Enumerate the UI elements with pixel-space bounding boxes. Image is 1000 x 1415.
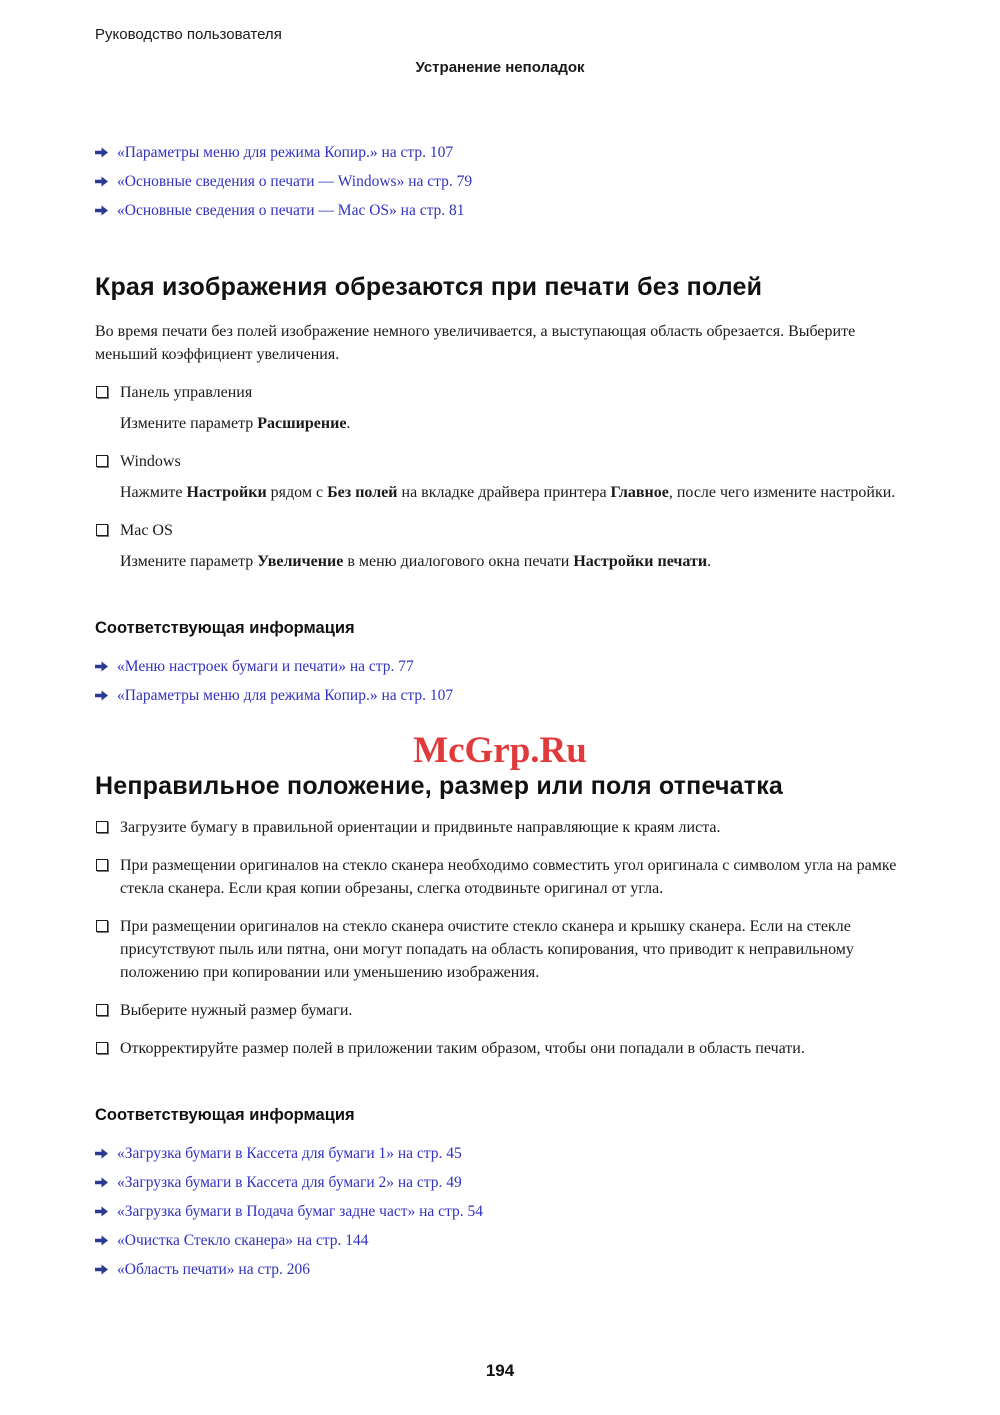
bullet-text: Измените параметр Увеличение в меню диалогового окна печати Настройки печати. [120,553,712,570]
bullet-text: Нажмите Настройки рядом с Без полей на вкладке драйвера принтера Главное, после чего измените настройки. [120,484,896,501]
arrow-right-icon [95,205,108,216]
bullet-text: При размещении оригиналов на стекло сканера очистите стекло сканера и крышку сканера. Если на стекле присутствуют пыль или пятна, они могут попадать на область копирования, что приводит к неправильному положению при копировании или уменьшению изображения. [120,918,854,981]
link-row [95,196,905,225]
bullet-item [95,999,905,1022]
section-title: Неправильное положение, размер или поля отпечатка [95,772,784,800]
related-links [95,1139,905,1284]
cross-reference-link[interactable]: «Параметры меню для режима Копир.» на стр. 107 [117,143,454,161]
arrow-right-icon [95,1264,108,1275]
link-row [95,167,905,196]
bullet-item [95,915,905,984]
link-row [95,1197,905,1226]
bullet-square-icon [96,386,108,398]
cross-reference-link[interactable]: «Загрузка бумаги в Подача бумаг задне част» на стр. 54 [117,1202,483,1220]
arrow-right-icon [95,1235,108,1246]
bullet-text: Измените параметр Расширение. [120,415,351,432]
cross-reference-link[interactable]: «Основные сведения о печати — Mac OS» на стр. 81 [117,201,465,219]
header-chapter-title: Устранение неполадок [415,59,585,76]
bullet-text: При размещении оригиналов на стекло сканера необходимо совместить угол оригинала с символом угла на рамке стекла сканера. Если края копии обрезаны, слегка отодвиньте оригинал от угла. [120,857,897,897]
link-row [95,1255,905,1284]
arrow-right-icon [95,1206,108,1217]
bullet-item [95,519,905,573]
cross-reference-link[interactable]: «Очистка Стекло сканера» на стр. 144 [117,1231,369,1249]
arrow-right-icon [95,1177,108,1188]
section-title: Края изображения обрезаются при печати без полей [95,273,763,301]
cross-reference-link[interactable]: «Параметры меню для режима Копир.» на стр. 107 [117,686,454,704]
bullet-square-icon [96,821,108,833]
bullet-square-icon [96,455,108,467]
link-row [95,1226,905,1255]
bullet-label: Панель управления [120,384,253,401]
cross-reference-link[interactable]: «Загрузка бумаги в Кассета для бумаги 1» на стр. 45 [117,1144,462,1162]
arrow-right-icon [95,661,108,672]
bullet-label: Windows [120,453,181,470]
cross-reference-link[interactable]: «Загрузка бумаги в Кассета для бумаги 2» на стр. 49 [117,1173,462,1191]
bullet-item [95,854,905,900]
arrow-right-icon [95,176,108,187]
section-intro: Во время печати без полей изображение немного увеличивается, а выступающая область обрезается. Выберите меньший коэффициент увеличения. [95,323,856,363]
arrow-right-icon [95,1148,108,1159]
link-row [95,681,905,710]
bullet-square-icon [96,859,108,871]
bullet-text: Выберите нужный размер бумаги. [120,1002,353,1019]
bullet-list [95,816,905,1060]
link-row [95,1168,905,1197]
watermark: McGrp.Ru [413,730,587,771]
bullet-label: Mac OS [120,522,173,539]
bullet-item [95,450,905,504]
related-info-heading: Соответствующая информация [95,619,355,637]
top-links [95,138,905,225]
link-row [95,1139,905,1168]
cross-reference-link[interactable]: «Меню настроек бумаги и печати» на стр. 77 [117,657,414,675]
bullet-text: Откорректируйте размер полей в приложении таким образом, чтобы они попадали в область печати. [120,1040,805,1057]
page-number: 194 [485,1361,515,1380]
related-links [95,652,905,710]
bullet-item [95,381,905,435]
link-row [95,138,905,167]
bullet-square-icon [96,524,108,536]
link-row [95,652,905,681]
bullet-square-icon [96,920,108,932]
bullet-list [95,381,905,573]
bullet-text: Загрузите бумагу в правильной ориентации и придвиньте направляющие к краям листа. [120,819,721,836]
related-info-heading: Соответствующая информация [95,1106,355,1124]
bullet-item [95,1037,905,1060]
cross-reference-link[interactable]: «Область печати» на стр. 206 [117,1260,311,1278]
arrow-right-icon [95,147,108,158]
bullet-square-icon [96,1042,108,1054]
header-document-title: Руководство пользователя [95,26,282,43]
bullet-square-icon [96,1004,108,1016]
bullet-item [95,816,905,839]
arrow-right-icon [95,690,108,701]
cross-reference-link[interactable]: «Основные сведения о печати — Windows» на стр. 79 [117,172,473,190]
